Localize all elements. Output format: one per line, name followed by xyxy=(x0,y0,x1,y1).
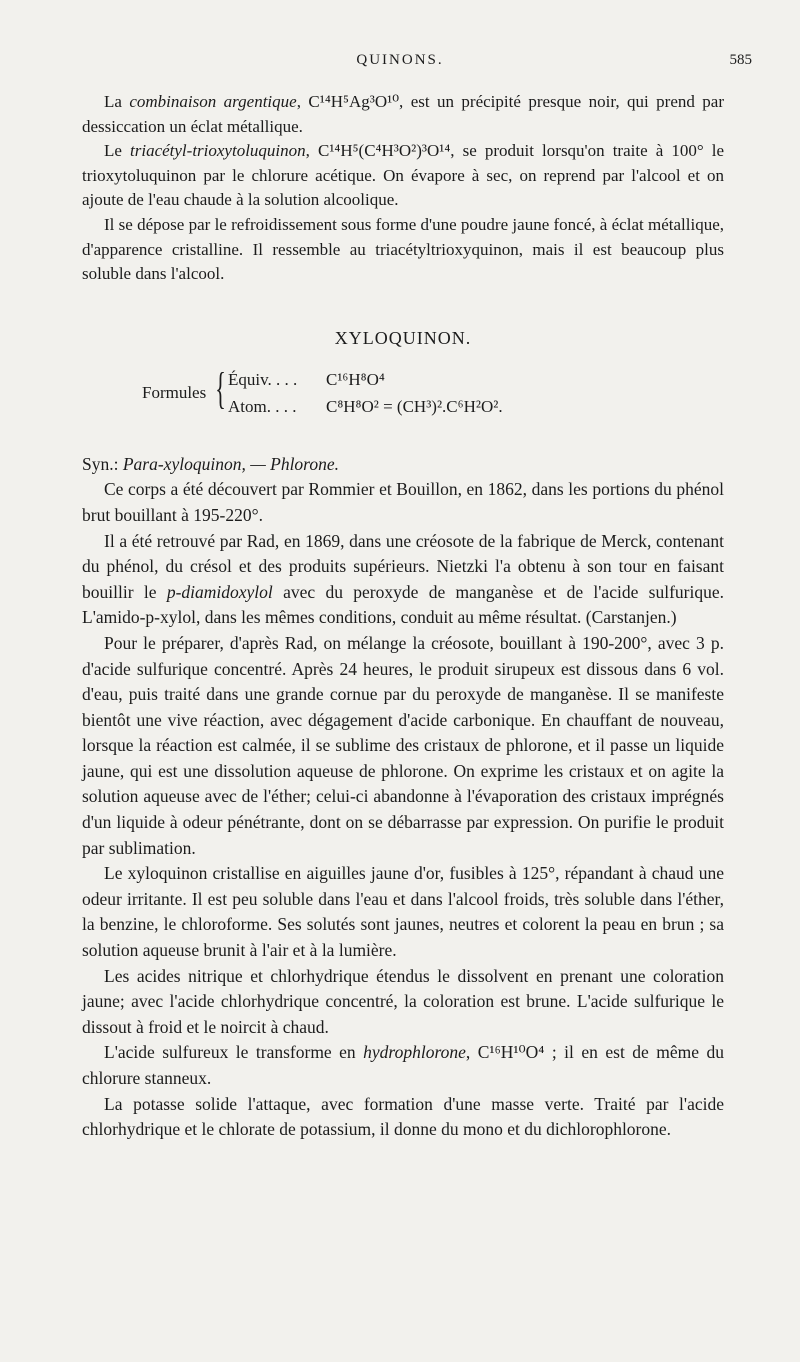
paragraph-decouverte: Ce corps a été découvert par Rommier et Bouillon, en 1862, dans les portions du phénol brut bouillant à 195-220°. xyxy=(82,479,724,525)
paragraph-triacetyl: Le triacétyl-trioxytoluquinon, C¹⁴H⁵(C⁴H³O²)³O¹⁴, se produit lorsqu'on traite à 100° le trioxytoluquinon par le chlorure acétique. On évapore à sec, on reprend par l'alcool et on ajoute de l'eau chaude à la solution alcoolique. xyxy=(82,141,724,210)
page-body xyxy=(82,90,724,1143)
term-triacetyl-trioxytoluquinon: triacétyl-trioxytoluquinon xyxy=(130,141,306,161)
term-p-diamidoxylol: p-diamidoxylol xyxy=(166,581,273,602)
running-head-title: QUINONS. xyxy=(356,52,444,68)
paragraph-combinaison-argentique: La combinaison argentique, C¹⁴H⁵Ag³O¹⁰, est un précipité presque noir, qui prend par dessiccation un éclat métallique. xyxy=(82,92,725,136)
section-title: XYLOQUINON. xyxy=(334,327,472,348)
formula-value: C⁸H⁸O² = (CH³)².C⁶H²O². xyxy=(326,396,503,416)
term-hydrophlorone: hydrophlorone xyxy=(363,1042,466,1063)
paragraph-proprietes: Le xyloquinon cristallise en aiguilles jaune d'or, fusibles à 125°, répandant à chaud une odeur irritante. Il est peu soluble dans l'eau et dans l'alcool froids, très soluble dans l'éther, la benzine, le chloroforme. Ses solutés sont jaunes, neutres et colorent la peau en brun ; sa solution aqueuse brunit à l'air et à la lumière. xyxy=(82,863,724,961)
brace-glyph: { xyxy=(215,363,226,413)
formulas-label: Formules xyxy=(142,382,207,402)
page-number: 585 xyxy=(729,52,752,68)
synonym-names: Para-xyloquinon, — Phlorone. xyxy=(122,453,339,474)
formula-name: Équiv. . . . xyxy=(228,369,298,389)
paragraph-potasse: La potasse solide l'attaque, avec formation d'une masse verte. Traité par l'acide chlorhydrique et le chlorate de potassium, il donne du mono et du dichlorophlorone. xyxy=(82,1093,724,1140)
paragraph-synonyms: Syn.: Para-xyloquinon, — Phlorone. xyxy=(82,453,339,474)
term-combinaison-argentique: combinaison argentique xyxy=(129,92,297,111)
formula-row-atom xyxy=(228,396,503,417)
formula-row-equiv xyxy=(228,369,385,390)
paragraph-preparation: Pour le préparer, d'après Rad, on mélange la créosote, bouillant à 190-200°, avec 3 p. d'acide sulfurique concentré. Après 24 heures, le produit sirupeux est dissous dans 6 vol. d'eau, puis traité dans une grande cornue par du peroxyde de manganèse. Il se manifeste bientôt une vive réaction, avec dégagement d'acide carbonique. En chauffant de nouveau, lorsque la réaction est calmée, il se sublime des cristaux de phlorone, et il passe un liquide jaune, qui est une dissolution aqueuse de phlorone. On exprime les cristaux et on agite la solution aqueuse avec de l'éther; celui-ci abandonne à l'évaporation des cristaux imprégnés d'un liquide à odeur pénétrante, dont on se débarrasse par expression. On purifie le produit par sublimation. xyxy=(82,632,724,858)
paragraph-acide-sulfureux: L'acide sulfureux le transforme en hydrophlorone, C¹⁶H¹⁰O⁴ ; il en est de même du chlorure stanneux. xyxy=(82,1042,724,1088)
paragraph-rad: Il a été retrouvé par Rad, en 1869, dans une créosote de la fabrique de Merck, contenant du phénol, du crésol et des produits supérieurs. Nietzki l'a obtenu à son tour en faisant bouillir le p-diamidoxylol avec du peroxyde de manganèse et de l'acide sulfurique. L'amido-p-xylol, dans les mêmes conditions, conduit au même résultat. (Carstanjen.) xyxy=(82,530,724,628)
formula-name: Atom. . . . xyxy=(228,396,297,416)
formulas-block xyxy=(82,363,724,425)
paragraph-depot: Il se dépose par le refroidissement sous forme d'une poudre jaune foncé, à éclat métallique, d'apparence cristalline. Il ressemble au triacétyltrioxyquinon, mais il est beaucoup plus soluble dans l'alcool. xyxy=(82,214,724,284)
running-head xyxy=(0,52,800,74)
paragraph-acides: Les acides nitrique et chlorhydrique étendus le dissolvent en prenant une coloration jaune; avec l'acide chlorhydrique concentré, la coloration est brune. L'acide sulfurique le dissout à froid et le noircit à chaud. xyxy=(82,965,724,1037)
formula-value: C¹⁶H⁸O⁴ xyxy=(326,369,385,389)
